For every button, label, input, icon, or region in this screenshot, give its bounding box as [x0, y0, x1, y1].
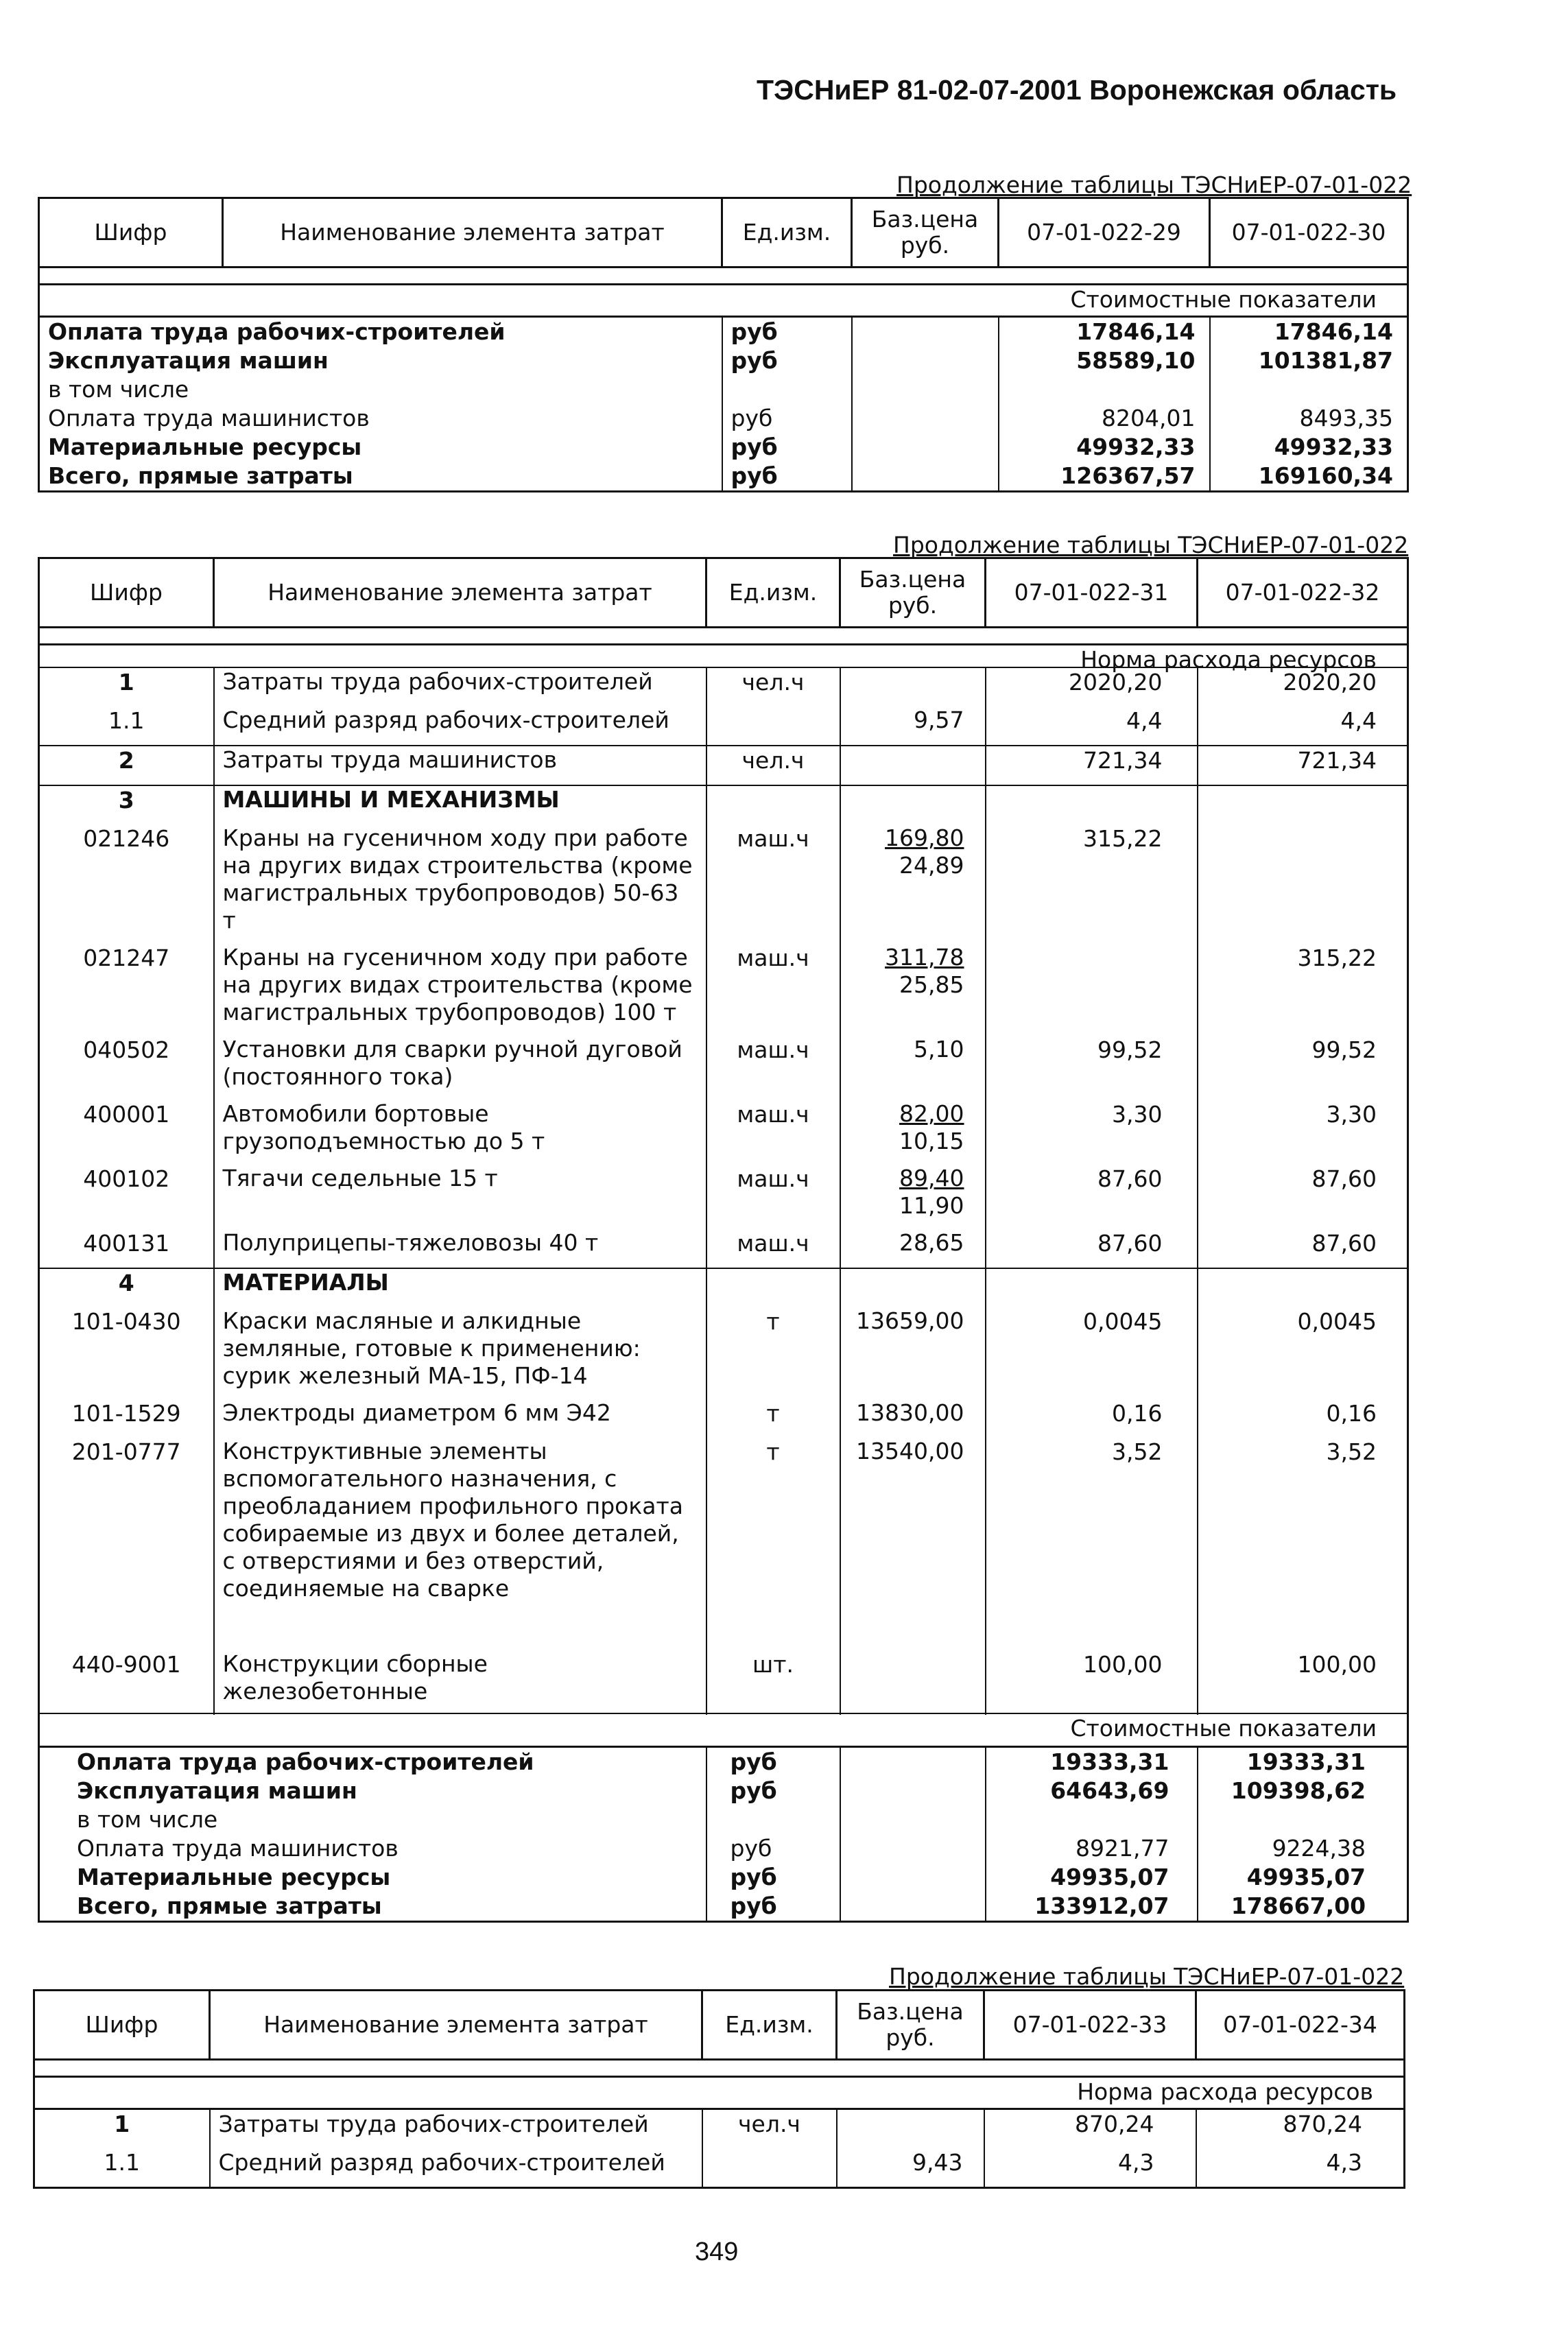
norm-table-2	[38, 557, 1409, 676]
col-b-header: 07-01-022-30	[1210, 198, 1408, 268]
row-code: 3	[39, 785, 214, 824]
row-name: Материальные ресурсы	[39, 1863, 706, 1892]
row-name: Электроды диаметром 6 мм Э42	[214, 1399, 706, 1438]
row-unit: руб	[706, 1863, 840, 1892]
row-value-b: 87,60	[1198, 1165, 1408, 1229]
table-row	[39, 1229, 1408, 1268]
row-unit: маш.ч	[706, 824, 840, 944]
table-row	[39, 1268, 1408, 1307]
price-value: 13540,00	[856, 1438, 964, 1464]
price-value: 311,78	[885, 944, 964, 971]
row-unit	[706, 707, 840, 746]
row-price	[840, 1036, 986, 1100]
row-unit: маш.ч	[706, 944, 840, 1036]
section-cost-label: Стоимостные показатели	[39, 285, 1408, 317]
row-value-a: 17846,14	[999, 317, 1210, 347]
row-value-a: 315,22	[986, 824, 1198, 944]
col-code-header: Шифр	[39, 558, 214, 628]
row-value-a: 3,30	[986, 1100, 1198, 1165]
table-row	[39, 346, 1408, 375]
row-price	[840, 667, 986, 707]
row-unit: т	[706, 1399, 840, 1438]
page-header-title: ТЭСНиЕР 81-02-07-2001 Воронежская область	[757, 74, 1397, 106]
col-a-header: 07-01-022-29	[999, 198, 1210, 268]
row-value-b: 49935,07	[1198, 1863, 1408, 1892]
row-value-a	[986, 1805, 1198, 1834]
row-code: 1	[34, 2109, 210, 2149]
price-value: 13659,00	[856, 1307, 964, 1334]
row-price	[840, 746, 986, 785]
row-unit: руб	[722, 317, 852, 347]
table-row	[39, 433, 1408, 462]
row-value-b: 99,52	[1198, 1036, 1408, 1100]
row-price	[840, 1307, 986, 1399]
row-value-b	[1198, 824, 1408, 944]
row-value-b	[1198, 1268, 1408, 1307]
price-value: 9,57	[914, 707, 964, 733]
price-wage-value: 24,89	[899, 852, 964, 879]
row-unit	[706, 785, 840, 824]
row-unit	[706, 1805, 840, 1834]
table-row	[39, 1863, 1408, 1892]
col-unit-header: Ед.изм.	[722, 198, 852, 268]
row-value-a: 58589,10	[999, 346, 1210, 375]
continuation-label-3: Продолжение таблицы ТЭСНиЕР-07-01-022	[889, 1963, 1405, 1990]
section-cost-label: Стоимостные показатели	[39, 1713, 1408, 1747]
row-value-b: 0,16	[1198, 1399, 1408, 1438]
row-value-b: 2020,20	[1198, 667, 1408, 707]
table-row	[39, 1747, 1408, 1777]
row-price	[840, 1805, 986, 1834]
row-name: Конструкции сборные железобетонные	[214, 1650, 706, 1715]
section-norm-label: Норма расхода ресурсов	[39, 645, 1408, 676]
table-header-row	[34, 1991, 1405, 2060]
row-value-a: 0,16	[986, 1399, 1198, 1438]
table-row	[34, 2148, 1405, 2188]
row-code: 021247	[39, 944, 214, 1036]
row-unit: чел.ч	[702, 2109, 837, 2149]
table-row	[39, 785, 1408, 824]
col-code-header: Шифр	[39, 198, 223, 268]
row-unit: руб	[722, 433, 852, 462]
row-price	[840, 707, 986, 746]
row-value-b: 19333,31	[1198, 1747, 1408, 1777]
col-price-header: Баз.цена руб.	[837, 1991, 984, 2060]
row-value-b: 4,4	[1198, 707, 1408, 746]
row-value-a: 4,4	[986, 707, 1198, 746]
row-value-b: 109398,62	[1198, 1777, 1408, 1805]
row-name: Оплата труда рабочих-строителей	[39, 1747, 706, 1777]
row-value-a: 87,60	[986, 1165, 1198, 1229]
col-name-header: Наименование элемента затрат	[223, 198, 722, 268]
row-value-b: 315,22	[1198, 944, 1408, 1036]
col-name-header: Наименование элемента затрат	[214, 558, 706, 628]
row-price	[840, 944, 986, 1036]
price-value: 169,80	[885, 824, 964, 851]
row-price	[840, 1834, 986, 1863]
row-unit: маш.ч	[706, 1165, 840, 1229]
row-value-a: 19333,31	[986, 1747, 1198, 1777]
row-price	[840, 1399, 986, 1438]
row-code: 040502	[39, 1036, 214, 1100]
table-header-row	[39, 198, 1408, 268]
table-row	[39, 1834, 1408, 1863]
row-unit: чел.ч	[706, 667, 840, 707]
row-name: Тягачи седельные 15 т	[214, 1165, 706, 1229]
table-row	[39, 944, 1408, 1036]
row-name: Эксплуатация машин	[39, 346, 722, 375]
col-b-header: 07-01-022-32	[1198, 558, 1408, 628]
row-code: 400001	[39, 1100, 214, 1165]
table-row	[39, 1777, 1408, 1805]
row-value-a: 8204,01	[999, 404, 1210, 433]
price-wage-value: 10,15	[899, 1128, 964, 1154]
row-price	[840, 824, 986, 944]
row-value-b: 178667,00	[1198, 1892, 1408, 1922]
table-row	[39, 707, 1408, 746]
price-value: 89,40	[899, 1165, 964, 1191]
row-value-a: 99,52	[986, 1036, 1198, 1100]
col-price-header: Баз.цена руб.	[852, 198, 999, 268]
col-b-header: 07-01-022-34	[1196, 1991, 1405, 2060]
row-price	[840, 1438, 986, 1650]
row-value-b: 87,60	[1198, 1229, 1408, 1268]
table-row	[34, 2109, 1405, 2149]
row-value-a: 126367,57	[999, 462, 1210, 492]
table-header-row	[39, 558, 1408, 628]
price-value: 5,10	[914, 1036, 964, 1062]
row-value-b	[1198, 1805, 1408, 1834]
row-value-b	[1198, 785, 1408, 824]
row-unit: руб	[722, 462, 852, 492]
row-code: 201-0777	[39, 1438, 214, 1650]
table-row	[39, 1438, 1408, 1650]
table-row	[39, 375, 1408, 404]
row-name: Оплата труда рабочих-строителей	[39, 317, 722, 347]
row-value-b: 169160,34	[1210, 462, 1408, 492]
row-value-a	[986, 1268, 1198, 1307]
price-wage-value: 25,85	[899, 971, 964, 998]
row-name: в том числе	[39, 375, 722, 404]
col-a-header: 07-01-022-31	[986, 558, 1198, 628]
row-value-b: 3,52	[1198, 1438, 1408, 1650]
row-value-a	[986, 944, 1198, 1036]
row-unit: маш.ч	[706, 1100, 840, 1165]
row-value-a: 64643,69	[986, 1777, 1198, 1805]
row-unit: руб	[706, 1747, 840, 1777]
row-code: 101-1529	[39, 1399, 214, 1438]
row-name: Средний разряд рабочих-строителей	[210, 2148, 702, 2188]
row-name: Краны на гусеничном ходу при работе на других видах строительства (кроме магистральных трубопроводов) 100 т	[214, 944, 706, 1036]
row-name: Оплата труда машинистов	[39, 404, 722, 433]
table-row	[39, 1399, 1408, 1438]
row-unit: руб	[706, 1892, 840, 1922]
section-norm-label: Норма расхода ресурсов	[34, 2077, 1405, 2109]
row-value-b: 4,3	[1196, 2148, 1405, 2188]
row-code: 021246	[39, 824, 214, 944]
row-price	[840, 1229, 986, 1268]
row-value-b: 100,00	[1198, 1650, 1408, 1715]
row-price	[840, 785, 986, 824]
row-name: Всего, прямые затраты	[39, 462, 722, 492]
page-number: 349	[695, 2237, 739, 2266]
row-unit: чел.ч	[706, 746, 840, 785]
table-row	[39, 824, 1408, 944]
table-row	[39, 1036, 1408, 1100]
row-value-b: 0,0045	[1198, 1307, 1408, 1399]
row-unit: т	[706, 1307, 840, 1399]
continuation-label-2: Продолжение таблицы ТЭСНиЕР-07-01-022	[893, 532, 1409, 558]
row-value-a: 2020,20	[986, 667, 1198, 707]
row-unit	[702, 2148, 837, 2188]
row-value-a	[986, 785, 1198, 824]
row-name: Материальные ресурсы	[39, 433, 722, 462]
row-name: Затраты труда машинистов	[214, 746, 706, 785]
norm-table-2-body	[38, 667, 1409, 1715]
row-value-b: 101381,87	[1210, 346, 1408, 375]
price-value: 28,65	[899, 1229, 964, 1256]
section-band	[39, 285, 1408, 317]
row-code: 2	[39, 746, 214, 785]
row-unit	[706, 1268, 840, 1307]
row-name: Установки для сварки ручной дуговой (постоянного тока)	[214, 1036, 706, 1100]
col-name-header: Наименование элемента затрат	[210, 1991, 702, 2060]
row-unit: руб	[706, 1777, 840, 1805]
col-a-header: 07-01-022-33	[984, 1991, 1196, 2060]
row-value-b: 8493,35	[1210, 404, 1408, 433]
row-unit: маш.ч	[706, 1229, 840, 1268]
table-row	[39, 1805, 1408, 1834]
row-price	[840, 1777, 986, 1805]
table-row	[39, 1165, 1408, 1229]
row-code: 1.1	[34, 2148, 210, 2188]
row-price	[837, 2109, 984, 2149]
row-value-a: 4,3	[984, 2148, 1196, 2188]
row-value-b: 49932,33	[1210, 433, 1408, 462]
row-value-b: 17846,14	[1210, 317, 1408, 347]
row-unit: руб	[722, 346, 852, 375]
row-name: Всего, прямые затраты	[39, 1892, 706, 1922]
table-row	[39, 462, 1408, 492]
row-code: 101-0430	[39, 1307, 214, 1399]
row-value-a: 49935,07	[986, 1863, 1198, 1892]
row-code: 400131	[39, 1229, 214, 1268]
row-name: Эксплуатация машин	[39, 1777, 706, 1805]
row-name: Затраты труда рабочих-строителей	[210, 2109, 702, 2149]
table-row	[39, 404, 1408, 433]
table-row	[39, 746, 1408, 785]
row-price: 9,43	[837, 2148, 984, 2188]
row-unit: т	[706, 1438, 840, 1650]
row-unit: руб	[706, 1834, 840, 1863]
row-value-a: 100,00	[986, 1650, 1198, 1715]
table-row	[39, 317, 1408, 347]
row-value-a: 8921,77	[986, 1834, 1198, 1863]
row-value-a: 49932,33	[999, 433, 1210, 462]
row-name: Краски масляные и алкидные земляные, готовые к применению: сурик железный МА-15, ПФ-14	[214, 1307, 706, 1399]
row-value-b: 721,34	[1198, 746, 1408, 785]
row-unit: руб	[722, 404, 852, 433]
row-unit: шт.	[706, 1650, 840, 1715]
continuation-label-1: Продолжение таблицы ТЭСНиЕР-07-01-022	[896, 171, 1412, 198]
row-name: Оплата труда машинистов	[39, 1834, 706, 1863]
row-name: Затраты труда рабочих-строителей	[214, 667, 706, 707]
row-name: МАТЕРИАЛЫ	[214, 1268, 706, 1307]
row-value-a: 0,0045	[986, 1307, 1198, 1399]
row-code: 1.1	[39, 707, 214, 746]
row-value-a: 870,24	[984, 2109, 1196, 2149]
row-name: Краны на гусеничном ходу при работе на других видах строительства (кроме магистральных трубопроводов) 50-63 т	[214, 824, 706, 944]
row-value-a: 3,52	[986, 1438, 1198, 1650]
row-code: 440-9001	[39, 1650, 214, 1715]
row-price	[840, 1650, 986, 1715]
row-code: 4	[39, 1268, 214, 1307]
row-name: Средний разряд рабочих-строителей	[214, 707, 706, 746]
row-unit: маш.ч	[706, 1036, 840, 1100]
table-row	[39, 1100, 1408, 1165]
row-value-a: 721,34	[986, 746, 1198, 785]
row-name: МАШИНЫ И МЕХАНИЗМЫ	[214, 785, 706, 824]
price-wage-value: 11,90	[899, 1192, 964, 1219]
row-code: 400102	[39, 1165, 214, 1229]
table-row	[39, 1650, 1408, 1715]
row-price	[840, 1892, 986, 1922]
row-value-a: 133912,07	[986, 1892, 1198, 1922]
row-price	[840, 1863, 986, 1892]
row-value-b: 3,30	[1198, 1100, 1408, 1165]
row-name: в том числе	[39, 1805, 706, 1834]
row-price	[840, 1100, 986, 1165]
row-name: Автомобили бортовые грузоподъемностью до 5 т	[214, 1100, 706, 1165]
row-price	[840, 1268, 986, 1307]
row-price	[840, 1165, 986, 1229]
price-value: 82,00	[899, 1100, 964, 1127]
row-value-b: 870,24	[1196, 2109, 1405, 2149]
row-code: 1	[39, 667, 214, 707]
row-value-b: 9224,38	[1198, 1834, 1408, 1863]
row-value-a: 87,60	[986, 1229, 1198, 1268]
price-value: 13830,00	[856, 1399, 964, 1426]
col-code-header: Шифр	[34, 1991, 210, 2060]
col-unit-header: Ед.изм.	[706, 558, 840, 628]
col-price-header: Баз.цена руб.	[840, 558, 986, 628]
col-unit-header: Ед.изм.	[702, 1991, 837, 2060]
table-row	[39, 1892, 1408, 1922]
row-name: Конструктивные элементы вспомогательного назначения, с преобладанием профильного проката собираемые из двух и более деталей, с отверстиями и без отверстий, соединяемые на сварке	[214, 1438, 706, 1650]
cost-table-2	[38, 1713, 1409, 1923]
cost-table-1	[38, 197, 1409, 492]
norm-table-3	[33, 1989, 1405, 2189]
table-row	[39, 667, 1408, 707]
table-row	[39, 1307, 1408, 1399]
row-price	[840, 1747, 986, 1777]
row-name: Полуприцепы-тяжеловозы 40 т	[214, 1229, 706, 1268]
